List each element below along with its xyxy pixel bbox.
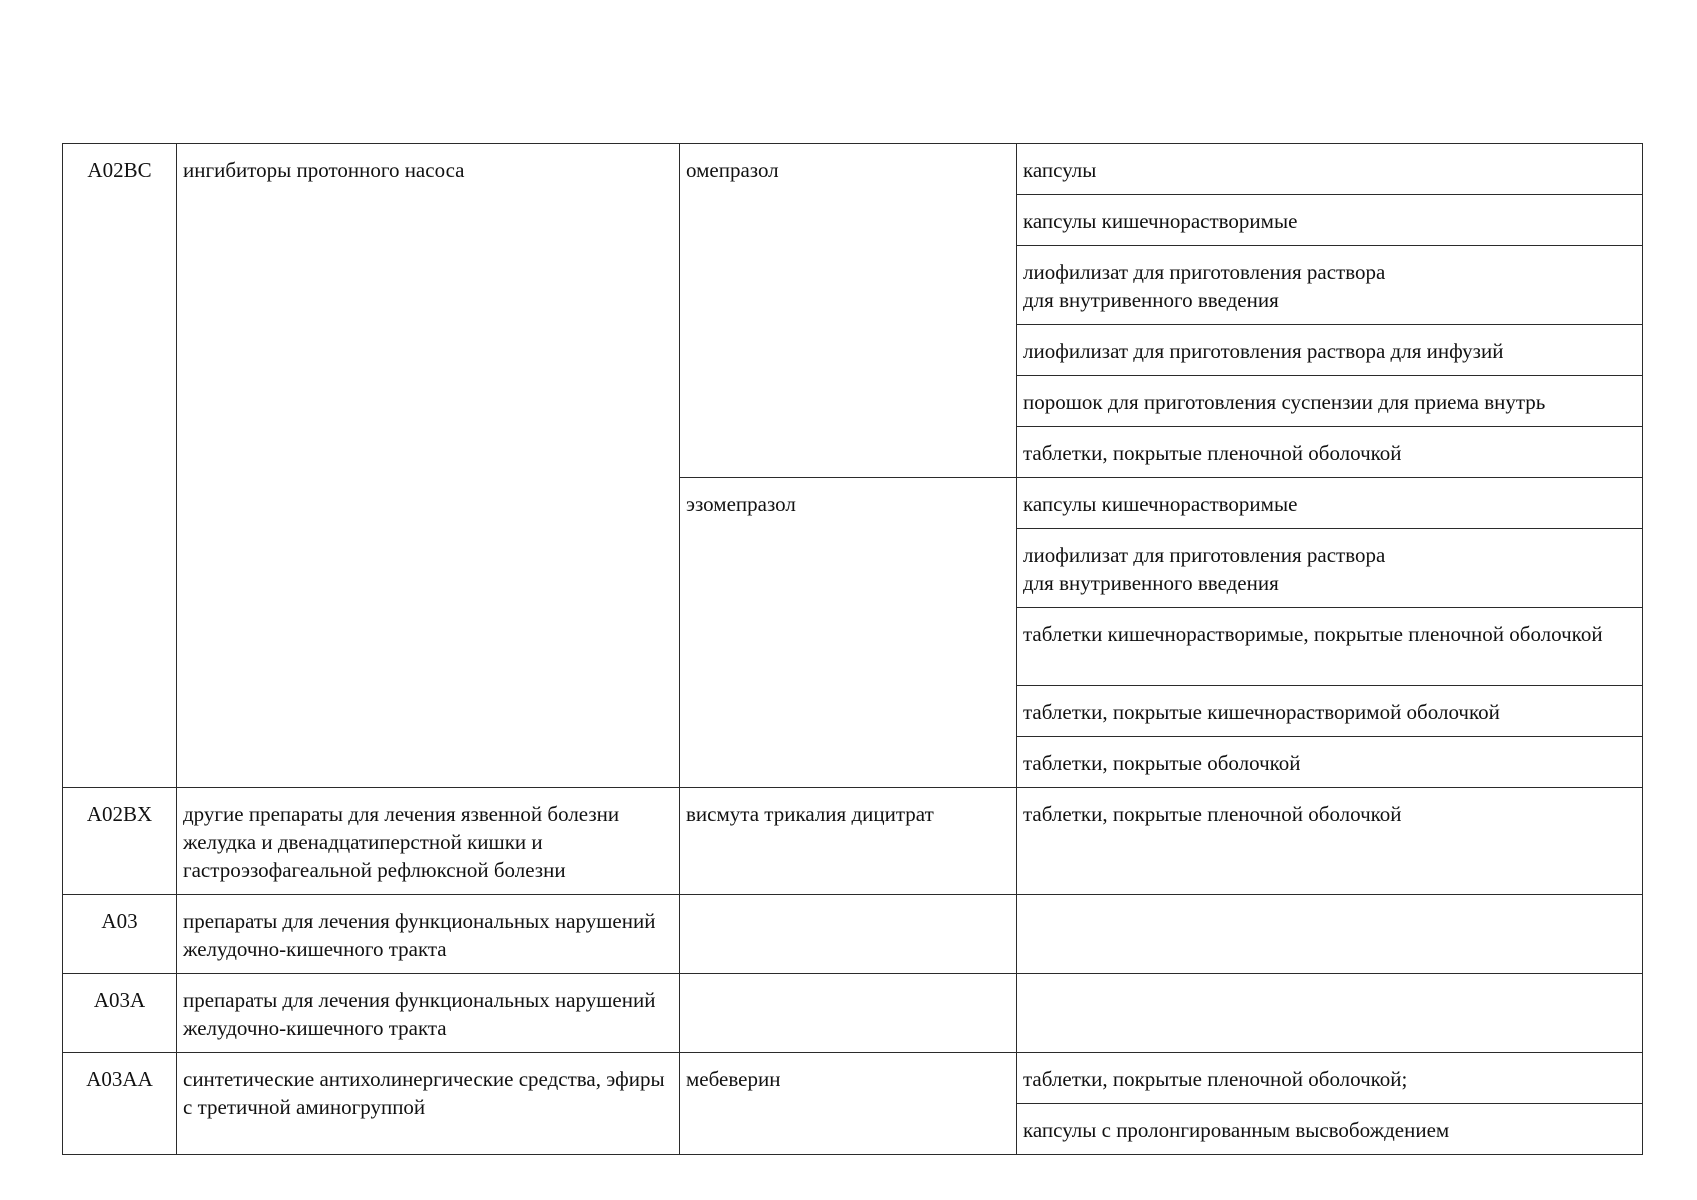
table-row	[63, 144, 1643, 195]
drug-name-cell: мебеверин	[680, 1053, 1017, 1155]
dosage-form-cell: таблетки, покрытые пленочной оболочкой	[1017, 788, 1643, 895]
dosage-form-cell: лиофилизат для приготовления раствора для внутривенного введения	[1017, 246, 1643, 325]
dosage-form-cell: капсулы с пролонгированным высвобождением	[1017, 1104, 1643, 1155]
atc-code-cell: A02BX	[63, 788, 177, 895]
atc-group-cell: препараты для лечения функциональных нарушений желудочно-кишечного тракта	[177, 974, 680, 1053]
atc-group-cell: препараты для лечения функциональных нарушений желудочно-кишечного тракта	[177, 895, 680, 974]
dosage-form-cell: таблетки, покрытые пленочной оболочкой	[1017, 427, 1643, 478]
atc-group-cell: другие препараты для лечения язвенной болезни желудка и двенадцатиперстной кишки и гастроэзофагеальной рефлюксной болезни	[177, 788, 680, 895]
dosage-form-cell: таблетки кишечнорастворимые, покрытые пленочной оболочкой	[1017, 608, 1643, 686]
drug-name-cell: омепразол	[680, 144, 1017, 478]
atc-code-cell: A03	[63, 895, 177, 974]
dosage-form-cell: лиофилизат для приготовления раствора для инфузий	[1017, 325, 1643, 376]
dosage-form-cell: капсулы кишечнорастворимые	[1017, 195, 1643, 246]
table-row	[63, 974, 1643, 1053]
atc-group-cell: синтетические антихолинергические средства, эфиры с третичной аминогруппой	[177, 1053, 680, 1155]
table-row	[63, 895, 1643, 974]
dosage-form-cell: капсулы	[1017, 144, 1643, 195]
dosage-form-cell	[1017, 895, 1643, 974]
drug-name-cell	[680, 895, 1017, 974]
dosage-form-cell: таблетки, покрытые пленочной оболочкой;	[1017, 1053, 1643, 1104]
dosage-form-cell: капсулы кишечнорастворимые	[1017, 478, 1643, 529]
dosage-form-cell: лиофилизат для приготовления раствора для внутривенного введения	[1017, 529, 1643, 608]
dosage-form-cell: таблетки, покрытые оболочкой	[1017, 737, 1643, 788]
atc-code-cell: A03A	[63, 974, 177, 1053]
dosage-form-cell: порошок для приготовления суспензии для приема внутрь	[1017, 376, 1643, 427]
drug-name-cell: эзомепразол	[680, 478, 1017, 788]
table-row	[63, 788, 1643, 895]
atc-group-cell: ингибиторы протонного насоса	[177, 144, 680, 788]
dosage-form-cell: таблетки, покрытые кишечнорастворимой оболочкой	[1017, 686, 1643, 737]
dosage-form-cell	[1017, 974, 1643, 1053]
drug-list-table	[62, 143, 1643, 1155]
atc-code-cell: A02BC	[63, 144, 177, 788]
table-row	[63, 1053, 1643, 1104]
atc-code-cell: A03AA	[63, 1053, 177, 1155]
drug-name-cell	[680, 974, 1017, 1053]
drug-name-cell: висмута трикалия дицитрат	[680, 788, 1017, 895]
